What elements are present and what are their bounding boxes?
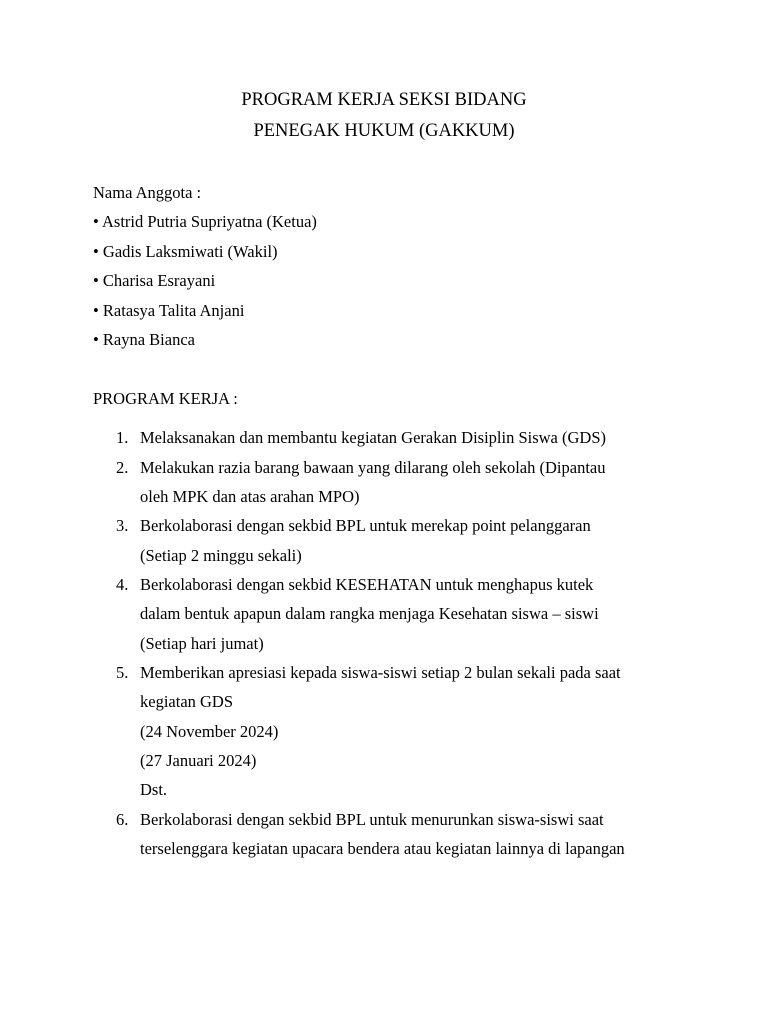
member-item: • Astrid Putria Supriyatna (Ketua) xyxy=(93,212,317,231)
program-text-line: Berkolaborasi dengan sekbid KESEHATAN untuk menghapus kutek xyxy=(140,575,594,594)
member-item: • Rayna Bianca xyxy=(93,330,195,349)
program-text-line: Berkolaborasi dengan sekbid BPL untuk menurunkan siswa-siswi saat xyxy=(140,810,604,829)
member-item: • Gadis Laksmiwati (Wakil) xyxy=(93,242,278,261)
program-text-line: terselenggara kegiatan upacara bendera atau kegiatan lainnya di lapangan xyxy=(140,839,625,858)
program-text-line: Memberikan apresiasi kepada siswa-siswi setiap 2 bulan sekali pada saat xyxy=(140,663,621,682)
program-number: 5. xyxy=(116,663,129,682)
member-item: • Ratasya Talita Anjani xyxy=(93,301,245,320)
program-text-line: Melakukan razia barang bawaan yang dilarang oleh sekolah (Dipantau xyxy=(140,458,606,477)
program-heading: PROGRAM KERJA : xyxy=(93,389,238,408)
program-text-line: Melaksanakan dan membantu kegiatan Gerakan Disiplin Siswa (GDS) xyxy=(140,428,607,447)
program-number: 1. xyxy=(116,428,129,447)
member-item: • Charisa Esrayani xyxy=(93,271,216,290)
program-text-line: (Setiap 2 minggu sekali) xyxy=(140,546,302,565)
document-title-line-2: PENEGAK HUKUM (GAKKUM) xyxy=(253,121,515,141)
program-number: 4. xyxy=(116,575,129,594)
members-heading: Nama Anggota : xyxy=(93,183,202,202)
program-text-line: oleh MPK dan atas arahan MPO) xyxy=(140,487,360,506)
program-text-line: (27 Januari 2024) xyxy=(140,751,257,770)
program-text-line: Dst. xyxy=(140,780,168,799)
program-text-line: (Setiap hari jumat) xyxy=(140,634,264,653)
program-text-line: kegiatan GDS xyxy=(140,692,234,711)
program-text-line: dalam bentuk apapun dalam rangka menjaga Kesehatan siswa – siswi xyxy=(140,604,599,623)
document-title-line-1: PROGRAM KERJA SEKSI BIDANG xyxy=(241,90,527,110)
program-text-line: Berkolaborasi dengan sekbid BPL untuk merekap point pelanggaran xyxy=(140,516,591,535)
program-number: 6. xyxy=(116,810,129,829)
program-number: 3. xyxy=(116,516,129,535)
program-text-line: (24 November 2024) xyxy=(140,722,279,741)
program-number: 2. xyxy=(116,458,129,477)
